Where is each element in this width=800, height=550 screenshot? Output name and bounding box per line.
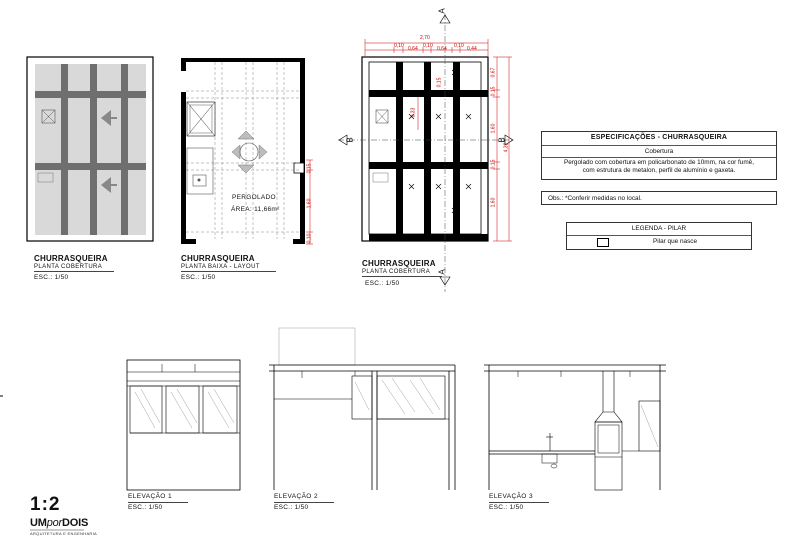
dim-plan2-2: 1,60 (306, 198, 313, 209)
legend-box (566, 222, 752, 250)
dim-top-1: 0,10 (394, 43, 404, 49)
dim-top-5: 0,10 (454, 43, 464, 49)
plan1-subtitle: PLANTA COBERTURA (34, 264, 114, 272)
dim-top-2: 0,64 (408, 46, 418, 52)
obs-text: Obs.: *Conferir medidas no local. (548, 195, 642, 202)
elevation2-scale: ESC.: 1/50 (274, 504, 309, 511)
section-mark-right: B (497, 137, 507, 143)
logo-name-c: DOIS (62, 517, 89, 529)
dim-plan2-3: 0,10 (306, 233, 313, 244)
plan2-title: CHURRASQUEIRA (181, 254, 255, 263)
plan3-title: CHURRASQUEIRA (362, 259, 436, 268)
dim-plan3-inner-1: 0,33 (410, 107, 417, 118)
plan3-subtitle: PLANTA COBERTURA (362, 269, 442, 277)
dim-right-3: 1,60 (490, 123, 497, 134)
spec-box (541, 131, 777, 180)
elevation3-title: ELEVAÇÃO 3 (489, 494, 549, 503)
plan3-scale: ESC.: 1/50 (365, 280, 400, 287)
dim-plan2-1: 0,15 (306, 163, 313, 174)
area-label: ÁREA: 11,66m² (231, 206, 280, 213)
plan-layout (181, 58, 305, 244)
elevation-2 (269, 328, 455, 490)
plan-cobertura-2 (338, 14, 513, 292)
plan2-scale: ESC.: 1/50 (181, 274, 216, 281)
elevation1-scale: ESC.: 1/50 (128, 504, 163, 511)
pillar-symbol-icon (597, 238, 609, 247)
dim-top-3: 0,10 (423, 43, 433, 49)
section-mark-top: A (437, 8, 447, 14)
logo-tagline: ARQUITETURA E ENGENHARIA (30, 531, 97, 536)
dim-top-6: 0,44 (467, 46, 477, 52)
logo-name-b: por (46, 517, 63, 529)
elevation-1 (127, 360, 240, 490)
elevation1-title: ELEVAÇÃO 1 (128, 494, 188, 503)
plan1-title: CHURRASQUEIRA (34, 254, 108, 263)
plan1-scale: ESC.: 1/50 (34, 274, 69, 281)
elevation2-title: ELEVAÇÃO 2 (274, 494, 334, 503)
logo-name-a: UM (30, 517, 47, 529)
spec-text-line2: com estrutura de metalon, perfil de alumínio e gaxeta. (582, 167, 736, 174)
dim-right-2: 0,15 (490, 86, 497, 97)
dim-top-4: 0,64 (437, 46, 447, 52)
spec-text-line1: Pergolado com cobertura em policarbonato de 10mm, na cor fumê, (563, 159, 755, 166)
obs-box (541, 191, 777, 205)
legend-header: LEGENDA - PILAR (631, 225, 687, 232)
dim-right-1: 0,67 (490, 67, 497, 78)
dim-right-5: 1,60 (490, 197, 497, 208)
elevation-3 (484, 365, 666, 490)
elevation3-scale: ESC.: 1/50 (489, 504, 524, 511)
spec-item: Cobertura (542, 145, 776, 158)
section-mark-bottom: A (437, 269, 447, 275)
dim-right-total: 4,32 (503, 142, 510, 153)
legend-item: Pilar que nasce (653, 238, 698, 245)
section-mark-left: B (345, 137, 355, 143)
spec-text (542, 157, 776, 175)
logo-scale: 1:2 (30, 494, 61, 515)
plan2-subtitle: PLANTA BAIXA - LAYOUT (181, 264, 276, 272)
logo-name (30, 517, 88, 529)
plan-cobertura-1 (27, 57, 153, 241)
pergolado-label: PERGOLADO (232, 194, 276, 201)
dim-plan3-inner-2: 0,15 (436, 77, 443, 88)
spec-header: ESPECIFICAÇÕES - CHURRASQUEIRA (590, 134, 728, 141)
dim-top-total: 2,70 (420, 35, 430, 41)
dim-right-4: 0,15 (490, 159, 497, 170)
